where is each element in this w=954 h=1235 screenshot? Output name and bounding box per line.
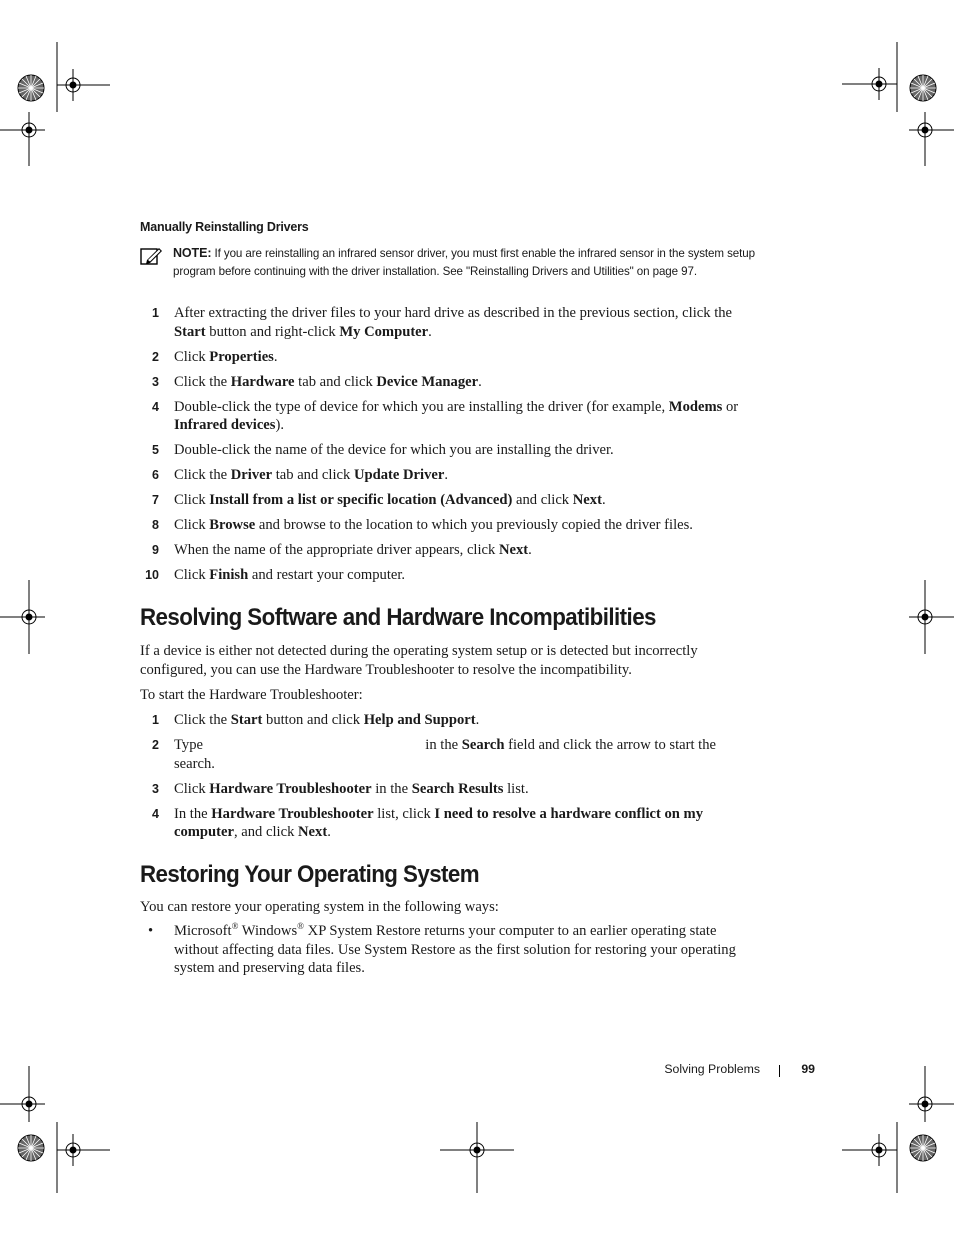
step-text: Double-click the type of device for which you are installing the driver (for example, [174, 398, 669, 415]
step-text: After extracting the driver files to your hard drive as described in the previous section, click the [174, 305, 733, 321]
step-text: and restart your computer. [248, 567, 406, 583]
list-item [140, 780, 760, 799]
step-text: . [528, 542, 532, 558]
step-text: Click [174, 780, 210, 797]
step-number: 2 [152, 738, 159, 752]
step-ui-term: I need to resolve a hardware conflict on my computer [174, 805, 704, 840]
registered-mark: ® [297, 921, 304, 932]
step-text: Click the [174, 467, 231, 483]
list-item [140, 491, 760, 510]
step-text: , and click [233, 824, 299, 840]
list-item [140, 541, 760, 560]
list-item [140, 711, 760, 730]
note-pencil-icon [140, 246, 164, 266]
registered-mark: ® [231, 921, 239, 932]
paragraph-hardware-troubleshooter-intro: If a device is either not detected during the operating system setup or is detected but incorrectly configured, you can use the Hardware Troubleshooter to resolve the incompatibility. [140, 643, 698, 678]
bullet-symbol: • [148, 923, 154, 939]
step-text: in the [371, 780, 412, 797]
step-number: 4 [152, 399, 159, 414]
reinstall-steps-list [140, 304, 760, 591]
list-item [140, 736, 760, 773]
step-number: 3 [152, 374, 159, 389]
subheading-manually-reinstalling-drivers: Manually Reinstalling Drivers [140, 220, 309, 234]
paragraph-restore-ways: You can restore your operating system in the following ways: [140, 899, 499, 915]
step-ui-term: Help and Support [363, 712, 476, 728]
step-text: in the [421, 737, 462, 753]
paragraph-start-troubleshooter: To start the Hardware Troubleshooter: [140, 687, 363, 703]
step-text: . [428, 323, 432, 340]
list-item [140, 516, 760, 535]
step-text: . [478, 373, 482, 390]
bullet-text-windows: Windows [238, 923, 298, 939]
step-text [207, 736, 422, 755]
step-ui-term: Hardware Troubleshooter [209, 780, 372, 797]
list-item [140, 348, 760, 367]
step-text: . [327, 824, 331, 840]
step-ui-term: Next [498, 542, 529, 558]
step-ui-term: Start [230, 712, 263, 728]
note-body: If you are reinstalling an infrared sensor driver, you must first enable the infrared sensor in the system setup program before continuing with the driver installation. See "Reinstalling Drivers and Utilities" on page 97. [173, 247, 755, 278]
list-item [140, 373, 760, 392]
bullet-text-rest: XP System Restore returns your computer to an earlier operating state without affecting data files. Use System Restore as the first solution for restoring your operating system and preserving data files. [174, 923, 736, 976]
bullet-text-microsoft: Microsoft [174, 923, 232, 939]
step-ui-term: Properties [209, 348, 274, 365]
step-text: . [273, 348, 278, 365]
step-ui-term: Hardware [230, 373, 295, 390]
step-ui-term: Finish [209, 567, 249, 583]
note-text [173, 245, 763, 280]
step-text: tab and click [272, 467, 354, 483]
step-text: Click [174, 492, 210, 508]
restore-options-list [140, 922, 760, 978]
list-item [140, 922, 760, 978]
step-number: 5 [152, 443, 159, 457]
step-text: . [601, 492, 606, 508]
heading-resolving-incompatibilities: Resolving Software and Hardware Incompatibilities [140, 604, 656, 631]
step-text: Click the [174, 373, 231, 390]
step-text: list. [503, 780, 529, 797]
step-number: 9 [152, 543, 159, 557]
step-text: and click [512, 492, 573, 508]
step-number: 6 [152, 468, 159, 482]
step-ui-term: Browse [209, 517, 256, 533]
step-number: 10 [145, 568, 159, 582]
step-text: Type [174, 737, 207, 753]
step-text: In the [174, 805, 212, 822]
step-number: 2 [152, 349, 159, 364]
step-text: Click [174, 567, 210, 583]
step-text: Double-click the name of the device for which you are installing the driver. [174, 442, 614, 458]
step-text: Click [174, 517, 210, 533]
step-text: or [722, 398, 739, 415]
list-item [140, 566, 760, 585]
page-footer [600, 1062, 815, 1080]
heading-restoring-os: Restoring Your Operating System [140, 861, 480, 888]
step-number: 1 [152, 306, 159, 320]
troubleshooter-steps-list [140, 711, 760, 848]
step-text: When the name of the appropriate driver appears, click [174, 542, 499, 558]
step-text: ). [275, 417, 284, 433]
step-number: 8 [152, 518, 159, 532]
step-text: and browse to the location to which you previously copied the driver files. [255, 517, 693, 533]
step-ui-term: Next [572, 492, 602, 508]
step-text: button and click [262, 712, 364, 728]
step-text: . [444, 467, 448, 483]
list-item [140, 304, 760, 341]
step-ui-term: Search Results [411, 780, 504, 797]
step-ui-term: Search [461, 737, 505, 753]
step-text: field and click the arrow to start the search. [174, 737, 716, 772]
list-item [140, 398, 760, 435]
footer-section-name: Solving Problems [664, 1062, 760, 1076]
note-label: NOTE: [173, 246, 212, 260]
step-ui-term: Driver [230, 467, 273, 483]
step-text: . [475, 712, 480, 728]
step-number: 4 [152, 806, 159, 821]
page-number: 99 [801, 1062, 815, 1076]
step-ui-term: Start [174, 323, 206, 340]
step-text: list, click [373, 805, 435, 822]
step-ui-term: Next [298, 824, 328, 840]
step-ui-term: Hardware Troubleshooter [211, 805, 374, 822]
step-ui-term: Infrared devices [174, 417, 276, 433]
step-text: Click the [174, 712, 231, 728]
step-ui-term: Update Driver [353, 467, 445, 483]
step-text: tab and click [294, 373, 377, 390]
step-text: button and right-click [205, 323, 340, 340]
list-item [140, 466, 760, 485]
list-item [140, 441, 760, 460]
step-number: 3 [152, 781, 159, 796]
footer-separator [779, 1065, 780, 1077]
step-number: 1 [152, 713, 159, 727]
list-item [140, 805, 760, 842]
step-text: Click [174, 348, 210, 365]
step-ui-term: Install from a list or specific location (Advanced) [209, 492, 513, 508]
step-ui-term: My Computer [339, 323, 429, 340]
step-ui-term: Device Manager [376, 373, 479, 390]
step-ui-term: Modems [668, 398, 723, 415]
step-number: 7 [152, 493, 159, 507]
